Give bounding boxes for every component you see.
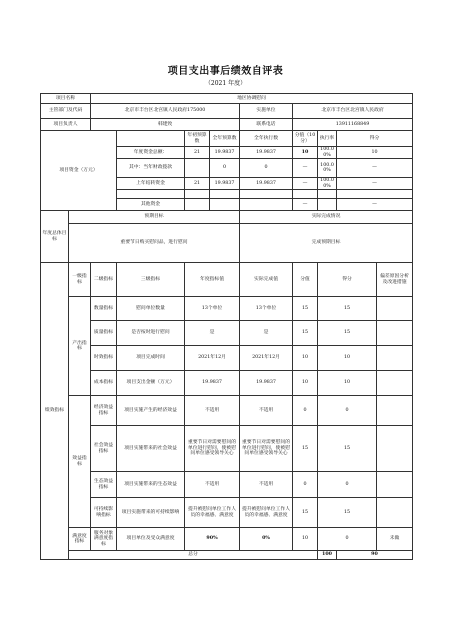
ind-header-actual: 实际完成值 xyxy=(240,263,293,297)
ind-header-l1: 一级指标 xyxy=(69,263,91,297)
dept-label: 主管部门及代码 xyxy=(41,104,91,119)
ind-score: 0 xyxy=(318,396,377,426)
ind-max: 15 xyxy=(293,321,318,346)
impl-label: 实施单位 xyxy=(240,104,293,119)
ind-score: 0 xyxy=(318,528,377,551)
goals-expected: 重要节日购买慰问品，进行慰问 xyxy=(69,224,240,263)
goals-actual: 完成预期目标 xyxy=(240,224,413,263)
funds-spacer xyxy=(240,190,293,199)
ind-l3: 项目支出金额（万元） xyxy=(117,371,185,396)
year-label: （2021 年度） xyxy=(204,80,247,87)
ind-note xyxy=(377,297,413,321)
ind-l2: 可持续影响指标 xyxy=(91,498,117,528)
project-name: 地区协调慰问 xyxy=(91,94,413,104)
ind-header-l2: 二级指标 xyxy=(91,263,117,297)
ind-note xyxy=(377,426,413,472)
total-score: 90 xyxy=(337,551,413,560)
ind-target: 90% xyxy=(185,528,240,551)
ind-header-note: 偏差原因分析及改进措施 xyxy=(377,263,413,297)
funds-header-rate: 执行率 xyxy=(318,131,337,147)
funds-row-score: — xyxy=(337,199,413,211)
ind-l2: 质量指标 xyxy=(91,321,117,346)
dept-value: 北京市丰台区北宫镇人民政府175000 xyxy=(91,104,240,119)
ind-actual: 是 xyxy=(240,321,293,346)
ind-l2: 服务对象满意度指标 xyxy=(91,528,117,551)
ind-max: 0 xyxy=(293,472,318,498)
ind-actual: 13个单位 xyxy=(240,297,293,321)
ind-l3: 项目单位及受众满意度 xyxy=(117,528,185,551)
ind-l3: 项目实施带来的可持续影响 xyxy=(117,498,185,528)
ind-note xyxy=(377,498,413,528)
funds-header-init: 年初预算数 xyxy=(185,131,210,147)
ind-header-target: 年度指标值 xyxy=(185,263,240,297)
ind-l3: 项目实施产生的经济效益 xyxy=(117,396,185,426)
ind-l3: 慰问单位数量 xyxy=(117,297,185,321)
ind-max: 15 xyxy=(293,426,318,472)
ind-actual: 0% xyxy=(240,528,293,551)
leader-value: 韩建致 xyxy=(91,119,240,131)
ind-max: 10 xyxy=(293,346,318,371)
funds-spacer xyxy=(117,190,185,199)
funds-spacer xyxy=(210,190,240,199)
funds-row-score: — xyxy=(337,178,413,190)
ind-target: 提升被慰问单位工作人员的幸福感、满意度 xyxy=(185,498,240,528)
ind-actual: 不适用 xyxy=(240,396,293,426)
indicators-label: 绩效指标 xyxy=(41,263,69,560)
ind-target: 不适用 xyxy=(185,396,240,426)
ind-note xyxy=(377,396,413,426)
funds-row-rate xyxy=(318,199,337,211)
satisfaction-indicators-label: 满意度指标 xyxy=(69,528,91,551)
funds-row-name: 其他资金 xyxy=(117,199,185,211)
goals-actual-header: 实际完成情况 xyxy=(240,211,413,224)
ind-score: 10 xyxy=(318,371,377,396)
funds-row-score-max: — xyxy=(293,178,318,190)
funds-row-init xyxy=(185,199,210,211)
ind-actual: 19.9837 xyxy=(240,371,293,396)
benefit-indicators-label: 效益指标 xyxy=(69,396,91,528)
funds-header-exec: 全年执行数 xyxy=(240,131,293,147)
page-title: 项目支出事后绩效自评表 xyxy=(167,66,284,77)
ind-l3: 项目实施带来的社会效益 xyxy=(117,426,185,472)
ind-score: 15 xyxy=(318,426,377,472)
ind-l2: 经济效益指标 xyxy=(91,396,117,426)
ind-max: 0 xyxy=(293,396,318,426)
ind-max: 15 xyxy=(293,498,318,528)
ind-note xyxy=(377,321,413,346)
ind-l2: 数量指标 xyxy=(91,297,117,321)
ind-target: 重要节日对需要慰问的单位进行慰问，使被慰问单位感受领导关心 xyxy=(185,426,240,472)
ind-actual: 提升被慰问单位工作人员的幸福感、满意度 xyxy=(240,498,293,528)
ind-l2: 时效指标 xyxy=(91,346,117,371)
funds-row-init: 21 xyxy=(185,147,210,159)
funds-row-init xyxy=(185,159,210,178)
ind-max: 10 xyxy=(293,371,318,396)
funds-row-init: 21 xyxy=(185,178,210,190)
funds-row-annual xyxy=(210,199,240,211)
funds-row-exec: 19.9837 xyxy=(240,178,293,190)
funds-header-score: 得分 xyxy=(337,131,413,147)
funds-row-annual: 0 xyxy=(210,159,240,178)
leader-label: 项目负责人 xyxy=(41,119,91,131)
funds-header-annual: 全年预算数 xyxy=(210,131,240,147)
ind-header-l3: 三级指标 xyxy=(117,263,185,297)
ind-note xyxy=(377,371,413,396)
ind-actual: 2021年12月 xyxy=(240,346,293,371)
funds-row-score-max: — xyxy=(293,159,318,178)
phone-value: 13911168849 xyxy=(293,119,413,131)
funds-header-score-max: 分值（10分） xyxy=(293,131,318,147)
ind-l3: 是否按时进行慰问 xyxy=(117,321,185,346)
ind-score: 15 xyxy=(318,297,377,321)
ind-header-score: 得分 xyxy=(318,263,377,297)
output-indicators-label: 产出指标 xyxy=(69,297,91,396)
ind-header-max: 分值 xyxy=(293,263,318,297)
total-label: 总分 xyxy=(69,551,318,560)
funds-row-score-max: 10 xyxy=(293,147,318,159)
ind-target: 19.9837 xyxy=(185,371,240,396)
ind-score: 15 xyxy=(318,498,377,528)
project-name-label: 项目名称 xyxy=(41,94,91,104)
ind-target: 是 xyxy=(185,321,240,346)
ind-target: 2021年12月 xyxy=(185,346,240,371)
goals-label: 年度总体目标 xyxy=(41,211,69,263)
funds-row-annual: 19.9837 xyxy=(210,178,240,190)
funds-label: 项目资金（万元） xyxy=(41,131,117,211)
ind-max: 15 xyxy=(293,297,318,321)
funds-row-score-max: — xyxy=(293,199,318,211)
funds-row-score: 10 xyxy=(337,147,413,159)
goals-expected-header: 预期目标 xyxy=(69,211,240,224)
funds-spacer xyxy=(337,190,413,199)
ind-l3: 项目实施带来的生态效益 xyxy=(117,472,185,498)
funds-row-rate: 100.00% xyxy=(318,159,337,178)
phone-label: 联系电话 xyxy=(240,119,293,131)
total-max: 100 xyxy=(318,551,337,560)
funds-row-score: — xyxy=(337,159,413,178)
ind-l2: 生态效益指标 xyxy=(91,472,117,498)
ind-score: 0 xyxy=(318,472,377,498)
funds-row-name: 年度资金总额： xyxy=(117,147,185,159)
ind-actual: 重要节日对需要慰问的单位进行慰问，使被慰问单位感受领导关心 xyxy=(240,426,293,472)
impl-value: 北京市丰台区北宫镇人民政府 xyxy=(293,104,413,119)
funds-spacer xyxy=(293,190,318,199)
ind-l2: 成本指标 xyxy=(91,371,117,396)
ind-score: 15 xyxy=(318,321,377,346)
funds-row-annual: 19.9837 xyxy=(210,147,240,159)
funds-blank-header xyxy=(117,131,185,147)
ind-note xyxy=(377,346,413,371)
evaluation-table xyxy=(40,93,413,560)
funds-spacer xyxy=(185,190,210,199)
funds-row-exec: 19.9837 xyxy=(240,147,293,159)
ind-l3: 项目完成时间 xyxy=(117,346,185,371)
ind-max: 10 xyxy=(293,528,318,551)
ind-note: 未做 xyxy=(377,528,413,551)
ind-note xyxy=(377,472,413,498)
ind-l2: 社会效益指标 xyxy=(91,426,117,472)
funds-row-exec xyxy=(240,199,293,211)
funds-row-rate: 100.00% xyxy=(318,147,337,159)
ind-score: 10 xyxy=(318,346,377,371)
ind-target: 13个单位 xyxy=(185,297,240,321)
ind-target: 不适用 xyxy=(185,472,240,498)
ind-actual: 不适用 xyxy=(240,472,293,498)
funds-row-rate: 100.00% xyxy=(318,178,337,190)
funds-spacer xyxy=(318,190,337,199)
funds-row-name: 上年结转资金 xyxy=(117,178,185,190)
funds-row-exec: 0 xyxy=(240,159,293,178)
funds-row-name: 其中：当年财政拨款 xyxy=(117,159,185,178)
